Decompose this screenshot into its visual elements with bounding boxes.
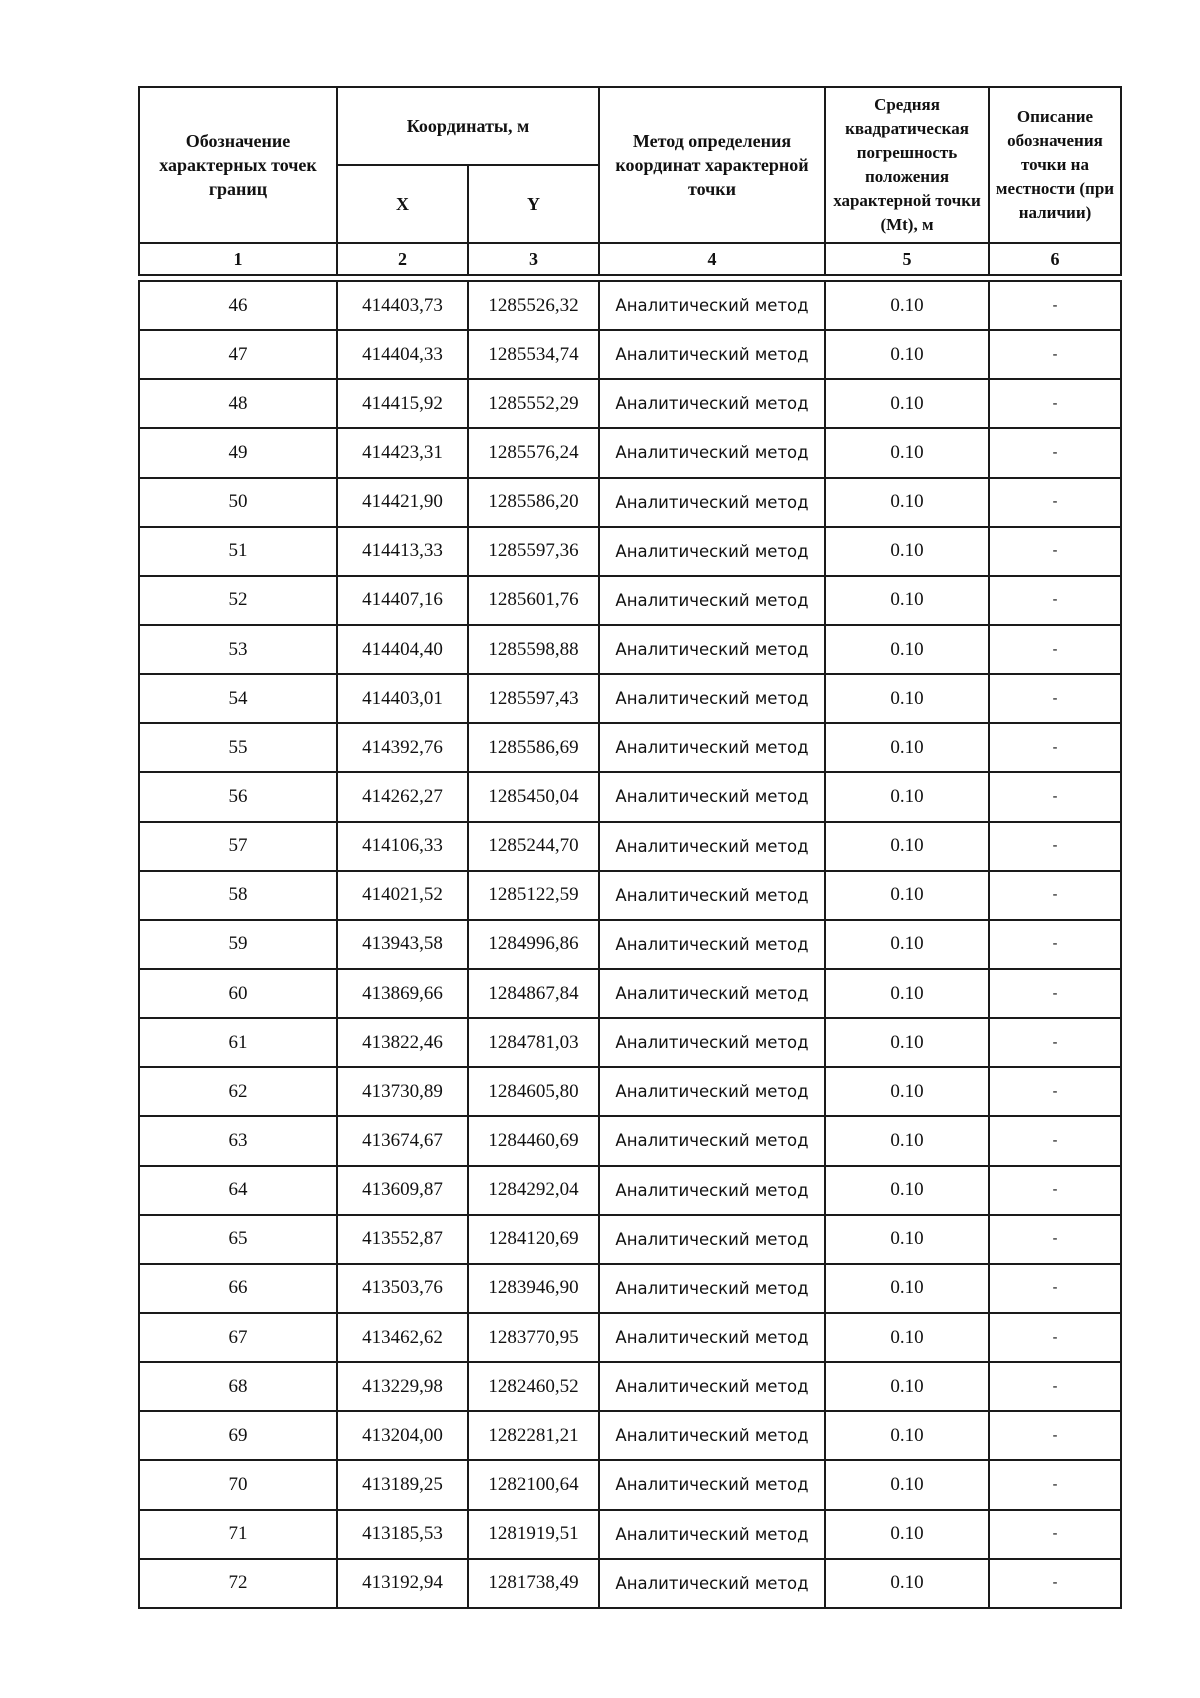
table-row — [139, 527, 1121, 576]
cell-y: 1284996,86 — [468, 920, 599, 969]
cell-x: 413730,89 — [337, 1067, 468, 1116]
cell-description: - — [989, 969, 1121, 1018]
cell-description: - — [989, 1018, 1121, 1067]
cell-accuracy: 0.10 — [825, 1067, 989, 1116]
cell-x: 414421,90 — [337, 478, 468, 527]
cell-method: Аналитический метод — [599, 478, 825, 527]
cell-y: 1285601,76 — [468, 576, 599, 625]
cell-method: Аналитический метод — [599, 1559, 825, 1608]
table-row — [139, 822, 1121, 871]
cell-description: - — [989, 1215, 1121, 1264]
cell-x: 413189,25 — [337, 1460, 468, 1509]
cell-accuracy: 0.10 — [825, 330, 989, 379]
cell-accuracy: 0.10 — [825, 379, 989, 428]
cell-x: 413192,94 — [337, 1559, 468, 1608]
table-row — [139, 969, 1121, 1018]
cell-method: Аналитический метод — [599, 281, 825, 330]
cell-point-number: 69 — [139, 1411, 337, 1460]
cell-accuracy: 0.10 — [825, 871, 989, 920]
cell-method: Аналитический метод — [599, 625, 825, 674]
cell-description: - — [989, 1166, 1121, 1215]
cell-method: Аналитический метод — [599, 576, 825, 625]
cell-method: Аналитический метод — [599, 1313, 825, 1362]
cell-point-number: 59 — [139, 920, 337, 969]
cell-y: 1284781,03 — [468, 1018, 599, 1067]
cell-x: 413204,00 — [337, 1411, 468, 1460]
cell-point-number: 58 — [139, 871, 337, 920]
cell-y: 1284120,69 — [468, 1215, 599, 1264]
cell-method: Аналитический метод — [599, 1510, 825, 1559]
cell-x: 414415,92 — [337, 379, 468, 428]
cell-method: Аналитический метод — [599, 527, 825, 576]
cell-y: 1285597,36 — [468, 527, 599, 576]
cell-x: 413462,62 — [337, 1313, 468, 1362]
table-row — [139, 1215, 1121, 1264]
cell-accuracy: 0.10 — [825, 478, 989, 527]
cell-point-number: 51 — [139, 527, 337, 576]
cell-x: 414404,33 — [337, 330, 468, 379]
cell-description: - — [989, 1411, 1121, 1460]
cell-method: Аналитический метод — [599, 822, 825, 871]
cell-y: 1282281,21 — [468, 1411, 599, 1460]
cell-x: 414262,27 — [337, 772, 468, 821]
cell-description: - — [989, 871, 1121, 920]
cell-accuracy: 0.10 — [825, 1362, 989, 1411]
table-row — [139, 772, 1121, 821]
cell-method: Аналитический метод — [599, 920, 825, 969]
cell-method: Аналитический метод — [599, 330, 825, 379]
cell-point-number: 47 — [139, 330, 337, 379]
cell-x: 414106,33 — [337, 822, 468, 871]
cell-accuracy: 0.10 — [825, 674, 989, 723]
cell-accuracy: 0.10 — [825, 1215, 989, 1264]
cell-method: Аналитический метод — [599, 428, 825, 477]
table-row — [139, 625, 1121, 674]
cell-point-number: 67 — [139, 1313, 337, 1362]
cell-point-number: 65 — [139, 1215, 337, 1264]
cell-accuracy: 0.10 — [825, 527, 989, 576]
cell-point-number: 55 — [139, 723, 337, 772]
table-row — [139, 674, 1121, 723]
cell-method: Аналитический метод — [599, 1166, 825, 1215]
table-row — [139, 1264, 1121, 1313]
cell-description: - — [989, 1313, 1121, 1362]
cell-y: 1285122,59 — [468, 871, 599, 920]
cell-x: 414392,76 — [337, 723, 468, 772]
cell-x: 413503,76 — [337, 1264, 468, 1313]
header-x: X — [337, 165, 468, 243]
cell-method: Аналитический метод — [599, 871, 825, 920]
table-row — [139, 871, 1121, 920]
header-number-1: 1 — [139, 243, 337, 275]
table-row — [139, 1018, 1121, 1067]
cell-accuracy: 0.10 — [825, 1510, 989, 1559]
cell-point-number: 46 — [139, 281, 337, 330]
cell-y: 1285552,29 — [468, 379, 599, 428]
cell-method: Аналитический метод — [599, 1460, 825, 1509]
header-number-6: 6 — [989, 243, 1121, 275]
cell-description: - — [989, 428, 1121, 477]
cell-description: - — [989, 822, 1121, 871]
cell-accuracy: 0.10 — [825, 723, 989, 772]
cell-description: - — [989, 772, 1121, 821]
cell-description: - — [989, 920, 1121, 969]
cell-point-number: 60 — [139, 969, 337, 1018]
cell-point-number: 56 — [139, 772, 337, 821]
header-number-2: 2 — [337, 243, 468, 275]
cell-y: 1285450,04 — [468, 772, 599, 821]
cell-description: - — [989, 379, 1121, 428]
table-row — [139, 576, 1121, 625]
cell-y: 1285526,32 — [468, 281, 599, 330]
cell-y: 1285244,70 — [468, 822, 599, 871]
cell-y: 1284605,80 — [468, 1067, 599, 1116]
cell-accuracy: 0.10 — [825, 625, 989, 674]
cell-x: 413552,87 — [337, 1215, 468, 1264]
cell-point-number: 71 — [139, 1510, 337, 1559]
cell-accuracy: 0.10 — [825, 822, 989, 871]
table-body — [139, 281, 1121, 1608]
cell-accuracy: 0.10 — [825, 1313, 989, 1362]
cell-y: 1285597,43 — [468, 674, 599, 723]
cell-method: Аналитический метод — [599, 1264, 825, 1313]
table-row — [139, 1067, 1121, 1116]
cell-accuracy: 0.10 — [825, 428, 989, 477]
cell-description: - — [989, 674, 1121, 723]
cell-point-number: 50 — [139, 478, 337, 527]
cell-point-number: 64 — [139, 1166, 337, 1215]
header-number-4: 4 — [599, 243, 825, 275]
header-y: Y — [468, 165, 599, 243]
cell-x: 413185,53 — [337, 1510, 468, 1559]
cell-description: - — [989, 330, 1121, 379]
cell-method: Аналитический метод — [599, 379, 825, 428]
coordinates-table — [138, 280, 1122, 1609]
cell-description: - — [989, 1460, 1121, 1509]
cell-accuracy: 0.10 — [825, 772, 989, 821]
cell-y: 1285598,88 — [468, 625, 599, 674]
cell-x: 414403,01 — [337, 674, 468, 723]
cell-method: Аналитический метод — [599, 1411, 825, 1460]
cell-method: Аналитический метод — [599, 1067, 825, 1116]
table-row — [139, 920, 1121, 969]
cell-x: 414404,40 — [337, 625, 468, 674]
cell-x: 414413,33 — [337, 527, 468, 576]
cell-x: 413822,46 — [337, 1018, 468, 1067]
cell-accuracy: 0.10 — [825, 576, 989, 625]
cell-point-number: 66 — [139, 1264, 337, 1313]
cell-x: 413229,98 — [337, 1362, 468, 1411]
cell-description: - — [989, 1362, 1121, 1411]
cell-point-number: 72 — [139, 1559, 337, 1608]
cell-y: 1284292,04 — [468, 1166, 599, 1215]
table-row — [139, 1559, 1121, 1608]
cell-x: 414407,16 — [337, 576, 468, 625]
cell-description: - — [989, 576, 1121, 625]
cell-method: Аналитический метод — [599, 1362, 825, 1411]
cell-method: Аналитический метод — [599, 674, 825, 723]
cell-y: 1285534,74 — [468, 330, 599, 379]
cell-y: 1285576,24 — [468, 428, 599, 477]
cell-y: 1285586,20 — [468, 478, 599, 527]
cell-description: - — [989, 1264, 1121, 1313]
cell-method: Аналитический метод — [599, 969, 825, 1018]
header-number-5: 5 — [825, 243, 989, 275]
table-header — [138, 86, 1122, 276]
cell-accuracy: 0.10 — [825, 1166, 989, 1215]
cell-x: 414423,31 — [337, 428, 468, 477]
cell-method: Аналитический метод — [599, 1215, 825, 1264]
cell-accuracy: 0.10 — [825, 969, 989, 1018]
table-row — [139, 1362, 1121, 1411]
table-row — [139, 379, 1121, 428]
table-row — [139, 330, 1121, 379]
cell-description: - — [989, 1510, 1121, 1559]
cell-point-number: 49 — [139, 428, 337, 477]
cell-point-number: 61 — [139, 1018, 337, 1067]
cell-point-number: 48 — [139, 379, 337, 428]
cell-method: Аналитический метод — [599, 723, 825, 772]
cell-y: 1284867,84 — [468, 969, 599, 1018]
cell-x: 413943,58 — [337, 920, 468, 969]
table-row — [139, 428, 1121, 477]
header-description: Описание обозначения точки на местности (при наличии) — [989, 87, 1121, 243]
cell-point-number: 52 — [139, 576, 337, 625]
cell-description: - — [989, 625, 1121, 674]
cell-accuracy: 0.10 — [825, 281, 989, 330]
cell-point-number: 70 — [139, 1460, 337, 1509]
cell-accuracy: 0.10 — [825, 1116, 989, 1165]
cell-y: 1282460,52 — [468, 1362, 599, 1411]
cell-y: 1285586,69 — [468, 723, 599, 772]
table-row — [139, 1166, 1121, 1215]
cell-description: - — [989, 478, 1121, 527]
table-row — [139, 1313, 1121, 1362]
table-row — [139, 281, 1121, 330]
cell-accuracy: 0.10 — [825, 920, 989, 969]
cell-method: Аналитический метод — [599, 772, 825, 821]
cell-y: 1284460,69 — [468, 1116, 599, 1165]
cell-description: - — [989, 1559, 1121, 1608]
cell-accuracy: 0.10 — [825, 1018, 989, 1067]
cell-y: 1283946,90 — [468, 1264, 599, 1313]
table-row — [139, 1411, 1121, 1460]
cell-accuracy: 0.10 — [825, 1264, 989, 1313]
header-method: Метод определения координат характерной точки — [599, 87, 825, 243]
cell-y: 1283770,95 — [468, 1313, 599, 1362]
table-row — [139, 1460, 1121, 1509]
cell-y: 1281919,51 — [468, 1510, 599, 1559]
cell-x: 414021,52 — [337, 871, 468, 920]
cell-y: 1282100,64 — [468, 1460, 599, 1509]
header-point-designation: Обозначение характерных точек границ — [139, 87, 337, 243]
cell-point-number: 53 — [139, 625, 337, 674]
cell-point-number: 54 — [139, 674, 337, 723]
cell-accuracy: 0.10 — [825, 1411, 989, 1460]
header-coordinates: Координаты, м — [337, 87, 599, 165]
table-row — [139, 723, 1121, 772]
table-row — [139, 1510, 1121, 1559]
cell-x: 413609,87 — [337, 1166, 468, 1215]
table-row — [139, 478, 1121, 527]
cell-point-number: 57 — [139, 822, 337, 871]
cell-y: 1281738,49 — [468, 1559, 599, 1608]
cell-x: 413674,67 — [337, 1116, 468, 1165]
header-accuracy: Средняя квадратическая погрешность положения характерной точки (Mt), м — [825, 87, 989, 243]
cell-description: - — [989, 1116, 1121, 1165]
cell-point-number: 68 — [139, 1362, 337, 1411]
cell-accuracy: 0.10 — [825, 1559, 989, 1608]
cell-x: 413869,66 — [337, 969, 468, 1018]
header-number-3: 3 — [468, 243, 599, 275]
cell-description: - — [989, 723, 1121, 772]
cell-description: - — [989, 1067, 1121, 1116]
cell-method: Аналитический метод — [599, 1116, 825, 1165]
cell-description: - — [989, 527, 1121, 576]
table-row — [139, 1116, 1121, 1165]
cell-method: Аналитический метод — [599, 1018, 825, 1067]
cell-description: - — [989, 281, 1121, 330]
cell-x: 414403,73 — [337, 281, 468, 330]
cell-point-number: 63 — [139, 1116, 337, 1165]
cell-accuracy: 0.10 — [825, 1460, 989, 1509]
cell-point-number: 62 — [139, 1067, 337, 1116]
